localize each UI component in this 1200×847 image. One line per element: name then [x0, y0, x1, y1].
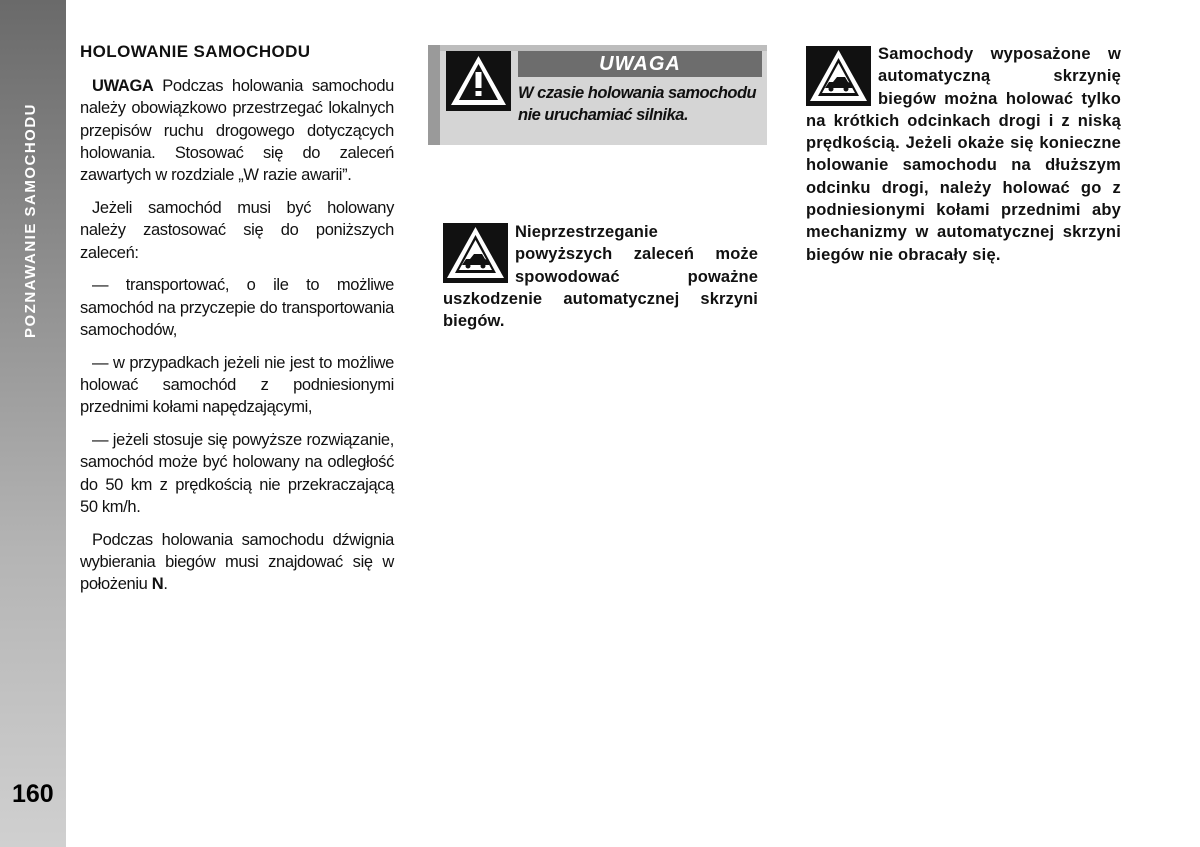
section-title: POZNAWANIE SAMOCHODU: [22, 102, 39, 338]
list-item-distance: — jeżeli stosuje się powyższe rozwiązanie, samochód może być holowany na odległość do 50 km z prędkością nie przekraczającą 50 km/h.: [80, 431, 394, 517]
notice-transmission-text: Nieprzestrzeganie powyższych zaleceń może spowodować poważne uszkodzenie automatycznej skrzyni biegów.: [443, 223, 758, 331]
paragraph-gear-lever: [80, 529, 394, 596]
main-text-column: [80, 42, 394, 606]
notice-transmission-damage: [443, 221, 758, 332]
gear-lever-text: Podczas holowania samochodu dźwignia wybierania biegów musi znajdować się w położeniu: [80, 530, 394, 594]
warning-header: UWAGA: [518, 51, 762, 77]
section-heading: HOLOWANIE SAMOCHODU: [80, 42, 311, 61]
notice-automatic-towing: [806, 43, 1121, 266]
paragraph-intro-text: Podczas holowania samochodu należy obowiązkowo przestrzegać lokalnych przepisów ruchu drogowego dotyczących holowania. Stosować się do zaleceń zawartych w rozdziale „W razie awarii”.: [80, 77, 394, 185]
list-item-front-wheels: — w przypadkach jeżeli nie jest to możliwe holować samochód z podniesionymi przednimi kołami napędzającymi,: [80, 353, 394, 417]
gear-position: N: [151, 575, 164, 594]
list-item-transport: — transportować, o ile to możliwe samochód na przyczepie do transportowania samochodów,: [80, 276, 394, 339]
warning-text: W czasie holowania samochodu nie uruchamiać silnika.: [518, 84, 757, 124]
paragraph-intro: [80, 75, 394, 186]
notice-automatic-text: Samochody wyposażone w automatyczną skrzynię biegów można holować tylko na krótkich odcinkach drogi i z niską prędkością. Jeżeli okaże się konieczne holowanie samochodu na dłuższym odcinku drogi, należy holować go z podniesionymi kołami przednimi aby mechanizmy w automatycznej skrzyni biegów nie obracały się.: [806, 45, 1121, 264]
uwaga-lead: UWAGA: [92, 77, 154, 95]
paragraph-conditions: Jeżeli samochód musi być holowany należy zastosować się do poniższych zaleceń:: [80, 198, 394, 262]
gear-lever-end: .: [163, 575, 168, 594]
warning-box-bevel-left: [428, 45, 440, 145]
warning-triangle-icon: [446, 51, 511, 111]
page-number: 160: [12, 780, 54, 808]
